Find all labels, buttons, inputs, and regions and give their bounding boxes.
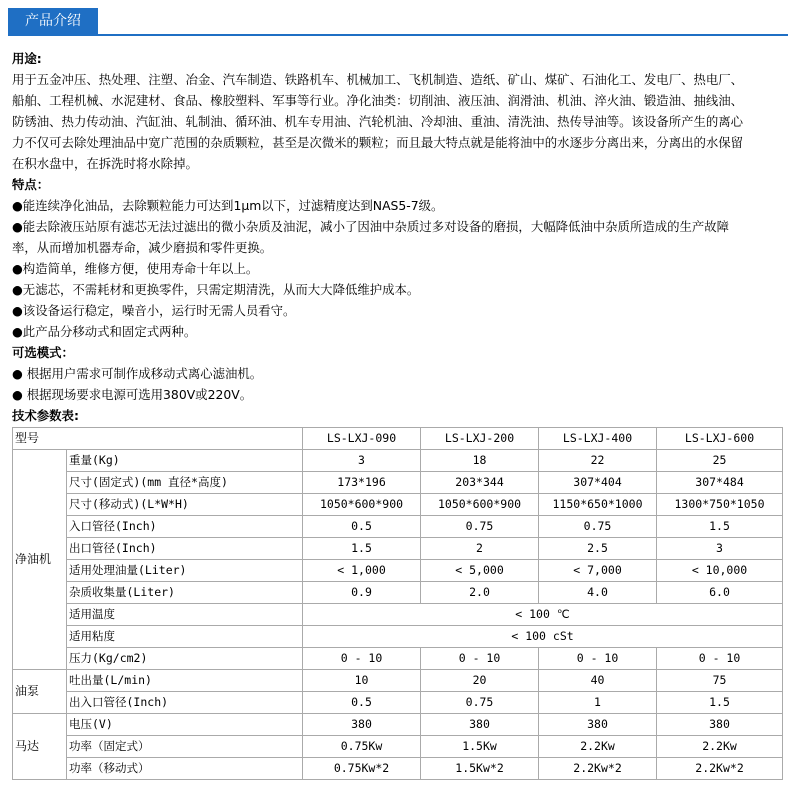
usage-heading: 用途: bbox=[12, 51, 42, 66]
feature-item: 率，从而增加机器寿命，减少磨损和零件更换。 bbox=[12, 240, 273, 255]
param-value: 6.0 bbox=[657, 582, 783, 604]
model-name: LS-LXJ-090 bbox=[303, 428, 421, 450]
usage-line: 防锈油、热力传动油、汽缸油、轧制油、循环油、机车专用油、汽轮机油、冷却油、重油、清洗油、热传导油等。该设备所产生的离心 bbox=[12, 114, 744, 129]
usage-line: 用于五金冲压、热处理、注塑、冶金、汽车制造、铁路机车、机械加工、飞机制造、造纸、矿山、煤矿、石油化工、发电厂、热电厂、 bbox=[12, 72, 744, 87]
table-row bbox=[13, 450, 783, 472]
param-value: < 5,000 bbox=[421, 560, 539, 582]
param-value: 3 bbox=[657, 538, 783, 560]
param-value: 1.5Kw*2 bbox=[421, 758, 539, 780]
table-row bbox=[13, 494, 783, 516]
param-value: 3 bbox=[303, 450, 421, 472]
param-label: 适用温度 bbox=[67, 604, 303, 626]
model-name: LS-LXJ-400 bbox=[539, 428, 657, 450]
param-label: 出口管径(Inch) bbox=[67, 538, 303, 560]
param-value: 0.75 bbox=[421, 692, 539, 714]
section-title: 产品介绍 bbox=[8, 8, 98, 34]
table-row bbox=[13, 626, 783, 648]
param-value: 18 bbox=[421, 450, 539, 472]
feature-item: ●无滤芯，不需耗材和更换零件，只需定期清洗，从而大大降低维护成本。 bbox=[12, 282, 420, 297]
param-value-merged: < 100 cSt bbox=[303, 626, 783, 648]
param-value: 0.5 bbox=[303, 692, 421, 714]
model-label: 型号 bbox=[13, 428, 303, 450]
param-value: 0 - 10 bbox=[657, 648, 783, 670]
param-label: 尺寸(固定式)(mm 直径*高度) bbox=[67, 472, 303, 494]
param-value: 0.75Kw bbox=[303, 736, 421, 758]
param-value: 2.2Kw*2 bbox=[657, 758, 783, 780]
param-value: 0 - 10 bbox=[303, 648, 421, 670]
param-value: < 7,000 bbox=[539, 560, 657, 582]
option-item: ● 根据现场要求电源可选用380V或220V。 bbox=[12, 387, 253, 402]
table-row bbox=[13, 472, 783, 494]
feature-item: ●此产品分移动式和固定式两种。 bbox=[12, 324, 197, 339]
spec-table bbox=[12, 427, 783, 780]
param-value: 0.5 bbox=[303, 516, 421, 538]
group-name: 马达 bbox=[13, 714, 67, 780]
param-value: 1150*650*1000 bbox=[539, 494, 657, 516]
param-value: 4.0 bbox=[539, 582, 657, 604]
param-value: < 10,000 bbox=[657, 560, 783, 582]
specs-heading: 技术参数表: bbox=[12, 408, 79, 423]
param-label: 杂质收集量(Liter) bbox=[67, 582, 303, 604]
param-value: 1300*750*1050 bbox=[657, 494, 783, 516]
table-row bbox=[13, 758, 783, 780]
options-heading: 可选模式： bbox=[12, 345, 74, 360]
param-value: 2.2Kw bbox=[657, 736, 783, 758]
table-row bbox=[13, 670, 783, 692]
option-item: ● 根据用户需求可制作成移动式离心滤油机。 bbox=[12, 366, 263, 381]
table-row bbox=[13, 714, 783, 736]
feature-item: ●能连续净化油品，去除颗粒能力可达到1μm以下，过滤精度达到NAS5-7级。 bbox=[12, 198, 444, 213]
table-header-row bbox=[13, 428, 783, 450]
param-value: 2.0 bbox=[421, 582, 539, 604]
param-value: 1050*600*900 bbox=[303, 494, 421, 516]
param-value: 380 bbox=[539, 714, 657, 736]
section-header bbox=[0, 0, 790, 40]
param-value: 0.9 bbox=[303, 582, 421, 604]
usage-line: 船舶、工程机械、水泥建材、食品、橡胶塑料、军事等行业。净化油类：切削油、液压油、润滑油、机油、淬火油、锻造油、抽线油、 bbox=[12, 93, 744, 108]
product-description bbox=[12, 48, 786, 426]
param-label: 电压(V) bbox=[67, 714, 303, 736]
model-name: LS-LXJ-600 bbox=[657, 428, 783, 450]
param-value: 380 bbox=[421, 714, 539, 736]
param-label: 功率（固定式） bbox=[67, 736, 303, 758]
table-row bbox=[13, 604, 783, 626]
param-value: 20 bbox=[421, 670, 539, 692]
param-value: 2.2Kw*2 bbox=[539, 758, 657, 780]
param-value: 25 bbox=[657, 450, 783, 472]
param-value: 2.5 bbox=[539, 538, 657, 560]
param-value: 2 bbox=[421, 538, 539, 560]
param-label: 功率（移动式） bbox=[67, 758, 303, 780]
param-value: 1.5 bbox=[657, 692, 783, 714]
param-label: 出入口管径(Inch) bbox=[67, 692, 303, 714]
table-row bbox=[13, 582, 783, 604]
table-row bbox=[13, 692, 783, 714]
param-label: 重量(Kg) bbox=[67, 450, 303, 472]
param-value: 307*484 bbox=[657, 472, 783, 494]
param-label: 入口管径(Inch) bbox=[67, 516, 303, 538]
feature-item: ●该设备运行稳定，噪音小，运行时无需人员看守。 bbox=[12, 303, 296, 318]
table-row bbox=[13, 516, 783, 538]
param-value: 0.75 bbox=[421, 516, 539, 538]
param-value: 1.5Kw bbox=[421, 736, 539, 758]
param-value: 203*344 bbox=[421, 472, 539, 494]
param-value-merged: < 100 ℃ bbox=[303, 604, 783, 626]
param-value: 1.5 bbox=[657, 516, 783, 538]
features-heading: 特点： bbox=[12, 177, 50, 192]
param-value: 22 bbox=[539, 450, 657, 472]
param-value: 173*196 bbox=[303, 472, 421, 494]
param-label: 适用粘度 bbox=[67, 626, 303, 648]
param-value: 1.5 bbox=[303, 538, 421, 560]
param-value: 40 bbox=[539, 670, 657, 692]
usage-line: 力不仅可去除处理油品中宽广范围的杂质颗粒，甚至是次微米的颗粒；而且最大特点就是能将油中的水逐步分离出来，分离出的水保留 bbox=[12, 135, 744, 150]
table-row bbox=[13, 648, 783, 670]
table-row bbox=[13, 538, 783, 560]
feature-item: ●构造简单，维修方便，使用寿命十年以上。 bbox=[12, 261, 259, 276]
param-value: 0 - 10 bbox=[421, 648, 539, 670]
param-value: 307*404 bbox=[539, 472, 657, 494]
header-divider bbox=[8, 34, 788, 36]
param-value: 0.75 bbox=[539, 516, 657, 538]
table-row bbox=[13, 560, 783, 582]
param-label: 压力(Kg/cm2) bbox=[67, 648, 303, 670]
usage-line: 在积水盘中，在拆洗时将水除掉。 bbox=[12, 156, 198, 171]
param-value: 75 bbox=[657, 670, 783, 692]
feature-item: ●能去除液压站原有滤芯无法过滤出的微小杂质及油泥，减小了因油中杂质过多对设备的磨损，大幅降低油中杂质所造成的生产故障 bbox=[12, 219, 730, 234]
param-value: 380 bbox=[657, 714, 783, 736]
param-label: 尺寸(移动式)(L*W*H) bbox=[67, 494, 303, 516]
param-value: < 1,000 bbox=[303, 560, 421, 582]
param-label: 吐出量(L/min) bbox=[67, 670, 303, 692]
group-name: 油泵 bbox=[13, 670, 67, 714]
table-row bbox=[13, 736, 783, 758]
param-value: 10 bbox=[303, 670, 421, 692]
param-value: 1 bbox=[539, 692, 657, 714]
param-label: 适用处理油量(Liter) bbox=[67, 560, 303, 582]
param-value: 0.75Kw*2 bbox=[303, 758, 421, 780]
param-value: 1050*600*900 bbox=[421, 494, 539, 516]
model-name: LS-LXJ-200 bbox=[421, 428, 539, 450]
param-value: 0 - 10 bbox=[539, 648, 657, 670]
group-name: 净油机 bbox=[13, 450, 67, 670]
param-value: 380 bbox=[303, 714, 421, 736]
param-value: 2.2Kw bbox=[539, 736, 657, 758]
